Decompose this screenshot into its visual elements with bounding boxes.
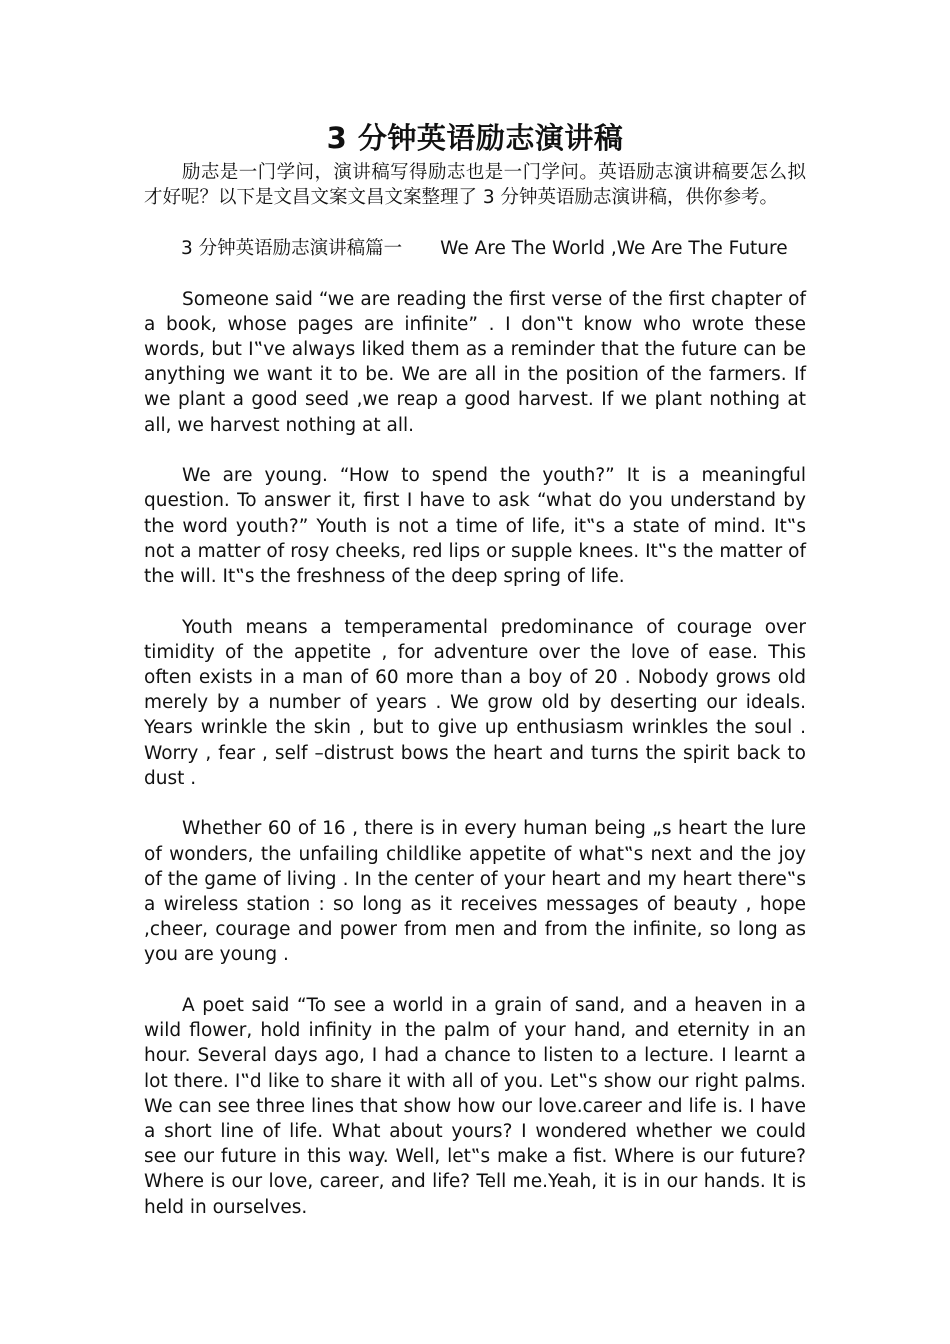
body-paragraph-2: We are young. “How to spend the youth?” It is a meaningful question. To answer it, first I have to ask “what do you understand by the word youth?” Youth is not a time of life, it‟s a state of mind. It‟s not a matter of rosy cheeks, red lips or supple knees. It‟s the matter of the will. It‟s the freshness of the deep spring of life.	[144, 465, 806, 588]
body-paragraph-3: Youth means a temperamental predominance of courage over timidity of the appetite , for adventure over the love of ease. This often exists in a man of 60 more than a boy of 20 . Nobody grows old merely by a number of years . We grow old by deserting our ideals. Years wrinkle the skin , but to give up enthusiasm wrinkles the soul . Worry , fear , self –distrust bows the heart and turns the spirit back to dust .	[144, 616, 806, 789]
document-title: 3 分钟英语励志演讲稿	[326, 121, 624, 155]
section-label: 3 分钟英语励志演讲稿篇一	[181, 237, 403, 259]
body-paragraph-1: Someone said “we are reading the first verse of the first chapter of a book, whose pages are infinite” . I don‟t know who wrote these words, but I‟ve always liked them as a reminder that the future can be anything we want it to be. We are all in the position of the farmers. If we plant a good seed ,we reap a good harvest. If we plant nothing at all, we harvest nothing at all.	[144, 288, 806, 436]
body-paragraph-5: A poet said “To see a world in a grain of sand, and a heaven in a wild flower, hold infinity in the palm of your hand, and eternity in an hour. Several days ago, I had a chance to listen to a lecture. I learnt a lot there. I‟d like to share it with all of you. Let‟s show our right palms. We can see three lines that show how our love.career and life is. I have a short line of life. What about yours? I wondered whether we could see our future in this way. Well, let‟s make a fist. Where is our future? Where is our love, career, and life? Tell me.Yeah, it is in our hands. It is held in ourselves.	[144, 995, 806, 1218]
section-title: We Are The World ,We Are The Future	[440, 237, 788, 259]
intro-paragraph: 励志是一门学问，演讲稿写得励志也是一门学问。英语励志演讲稿要怎么拟才好呢？以下是文昌文案文昌文案整理了 3 分钟英语励志演讲稿，供你参考。	[144, 162, 806, 209]
section-heading	[144, 236, 806, 261]
body-paragraph-4: Whether 60 of 16 , there is in every human being „s heart the lure of wonders, the unfailing childlike appetite of what‟s next and the joy of the game of living . In the center of your heart and my heart there‟s a wireless station : so long as it receives messages of beauty , hope ,cheer, courage and power from men and from the infinite, so long as you are young .	[144, 818, 806, 966]
document-page	[144, 118, 806, 1245]
